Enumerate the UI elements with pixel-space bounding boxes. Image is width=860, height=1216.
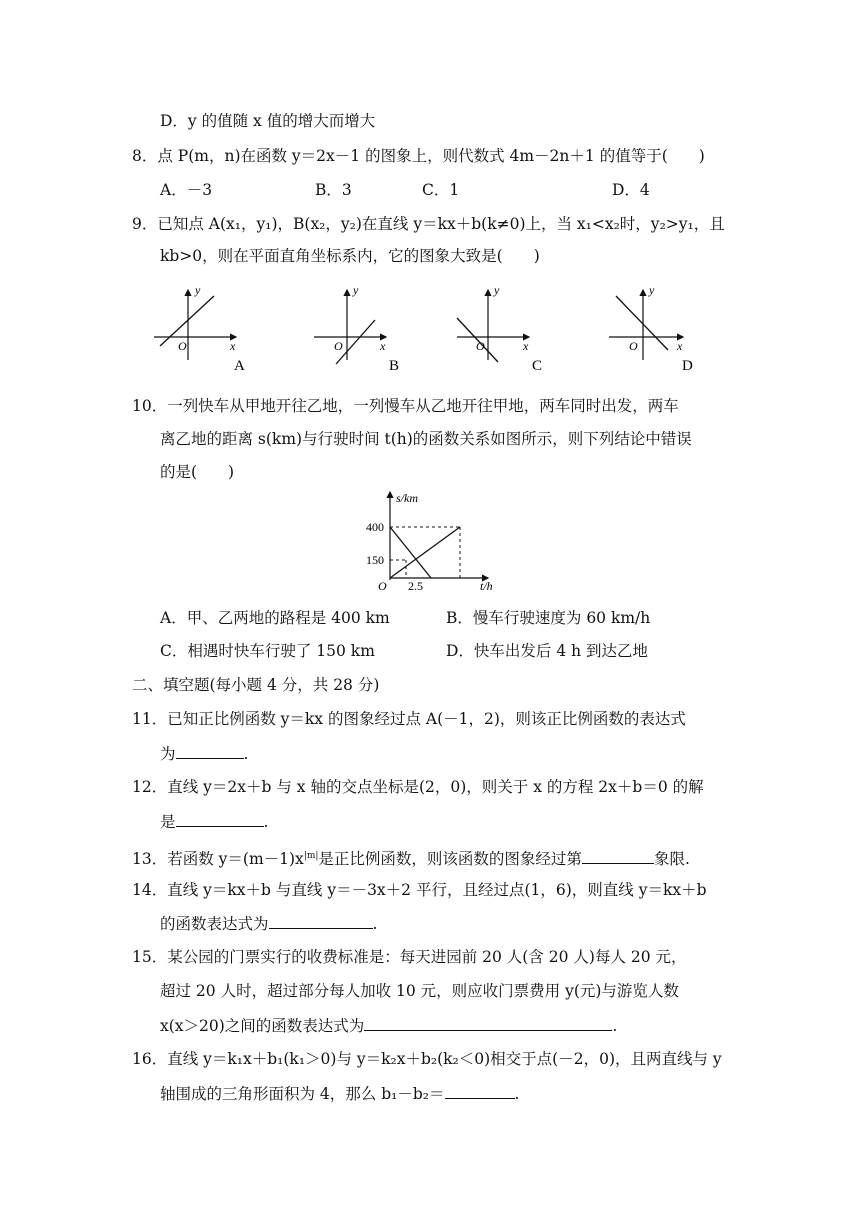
q13-line	[132, 845, 690, 870]
q9-graph-c-origin: O	[476, 339, 485, 353]
q12-answer-blank[interactable]	[176, 810, 264, 827]
q9-graph-a-origin: O	[178, 339, 187, 353]
q15-prefix: x(x＞20)之间的函数表达式为	[160, 1017, 365, 1035]
q12-line2	[160, 810, 268, 833]
q11-answer-blank[interactable]	[176, 742, 244, 759]
q16-suffix: .	[514, 1085, 520, 1103]
q10-y-axis-label: s/km	[396, 491, 418, 505]
q9-graph-b-x-label: x	[380, 339, 386, 353]
q15-suffix: .	[612, 1017, 618, 1035]
q10-tick-400: 400	[366, 520, 384, 534]
q12-prefix: 是	[160, 813, 176, 831]
q11-line1: 11．已知正比例函数 y＝kx 的图象经过点 A(－1，2)，则该正比例函数的表达式	[132, 710, 686, 728]
q8-option-b: B．3	[315, 181, 352, 199]
q11-suffix: .	[243, 745, 249, 763]
q11-line2	[160, 742, 248, 765]
q10-stem-line2: 离乙地的距离 s(km)与行驶时间 t(h)的函数关系如图所示，则下列结论中错误	[160, 430, 692, 448]
q16-answer-blank[interactable]	[445, 1082, 515, 1099]
q7-option-d: D．y 的值随 x 值的增大而增大	[160, 112, 376, 130]
q9-graph-d-y-label: y	[649, 283, 655, 297]
q9-graph-b	[314, 283, 399, 374]
q10-stem-line3: 的是( )	[160, 463, 235, 481]
q11-prefix: 为	[160, 745, 176, 763]
q9-graph-a-x-label: x	[230, 339, 236, 353]
q8-stem: 8．点 P(m，n)在函数 y＝2x－1 的图象上，则代数式 4m－2n＋1 的值等于( )	[132, 147, 705, 165]
q14-line2	[160, 912, 377, 935]
q9-graphs	[150, 282, 710, 377]
q9-graph-c	[457, 283, 542, 374]
q14-suffix: .	[372, 915, 378, 933]
q9-graph-d-origin: O	[629, 339, 638, 353]
q12-line1: 12．直线 y＝2x＋b 与 x 轴的交点坐标是(2，0)，则关于 x 的方程 2x＋b＝0 的解	[132, 778, 704, 796]
q16-line2	[160, 1082, 519, 1105]
q9-stem-line1: 9．已知点 A(x₁，y₁)，B(x₂，y₂)在直线 y＝kx＋b(k≠0)上，当 x₁<x₂时，y₂>y₁，且	[132, 215, 725, 233]
q9-graph-a-y-label: y	[195, 283, 201, 297]
q9-graph-a	[154, 283, 245, 374]
q14-prefix: 的函数表达式为	[160, 915, 269, 933]
q10-option-a: A．甲、乙两地的路程是 400 km	[160, 609, 390, 627]
q14-answer-blank[interactable]	[269, 912, 373, 929]
q13-part-b: 是正比例函数，则该函数的图象经过第	[318, 850, 582, 869]
q15-answer-blank[interactable]	[364, 1014, 612, 1031]
q9-graph-b-label: B	[389, 358, 400, 374]
q13-exponent: |m|	[303, 851, 319, 861]
q16-prefix: 轴围成的三角形面积为 4，那么 b₁－b₂＝	[160, 1085, 445, 1103]
q9-graph-b-y-label: y	[353, 283, 359, 297]
q16-line1: 16．直线 y＝k₁x＋b₁(k₁＞0)与 y＝k₂x＋b₂(k₂＜0)相交于点(－2，0)，且两直线与 y	[132, 1050, 722, 1068]
q9-graph-b-origin: O	[334, 339, 343, 353]
q10-option-c: C．相遇时快车行驶了 150 km	[160, 642, 375, 660]
q9-graph-d-line	[616, 296, 668, 350]
q12-suffix: .	[263, 813, 269, 831]
q10-tick-150: 150	[366, 553, 384, 567]
q9-graph-d-x-label: x	[677, 339, 683, 353]
q13-part-a: 13．若函数 y＝(m－1)x	[132, 850, 304, 869]
q10-origin: O	[378, 579, 387, 593]
q10-graph	[360, 488, 510, 598]
q9-stem-line2: kb>0，则在平面直角坐标系内，它的图象大致是( )	[160, 247, 540, 265]
q9-graph-c-x-label: x	[523, 339, 529, 353]
q9-graph-d	[609, 283, 693, 374]
q15-line2: 超过 20 人时，超过部分每人加收 10 元，则应收门票费用 y(元)与游览人数	[160, 982, 679, 1000]
q10-tick-2-5: 2.5	[408, 579, 423, 593]
q15-line1: 15．某公园的门票实行的收费标准是：每天进园前 20 人(含 20 人)每人 20 元，	[132, 948, 687, 966]
q15-line3	[160, 1014, 617, 1037]
q13-part-c: 象限.	[653, 850, 690, 869]
q8-option-d: D．4	[612, 181, 650, 199]
q9-graph-c-y-label: y	[494, 283, 500, 297]
q8-option-a: A．－3	[160, 181, 213, 199]
q9-graph-d-label: D	[682, 358, 693, 374]
q8-option-c: C．1	[422, 181, 460, 199]
q10-x-axis-label: t/h	[480, 579, 493, 593]
q9-graph-a-line	[160, 296, 214, 346]
section-2-heading: 二、填空题(每小题 4 分，共 28 分)	[132, 676, 380, 694]
q9-graph-c-label: C	[532, 358, 543, 374]
q10-option-b: B．慢车行驶速度为 60 km/h	[446, 609, 651, 627]
q13-answer-blank[interactable]	[582, 847, 654, 864]
q10-option-d: D．快车出发后 4 h 到达乙地	[446, 642, 649, 660]
q9-graph-a-label: A	[234, 358, 245, 374]
q10-stem-line1: 10．一列快车从甲地开往乙地，一列慢车从乙地开往甲地，两车同时出发，两车	[132, 397, 679, 415]
q14-line1: 14．直线 y＝kx＋b 与直线 y＝－3x＋2 平行，且经过点(1，6)，则直线 y＝kx＋b	[132, 881, 707, 899]
